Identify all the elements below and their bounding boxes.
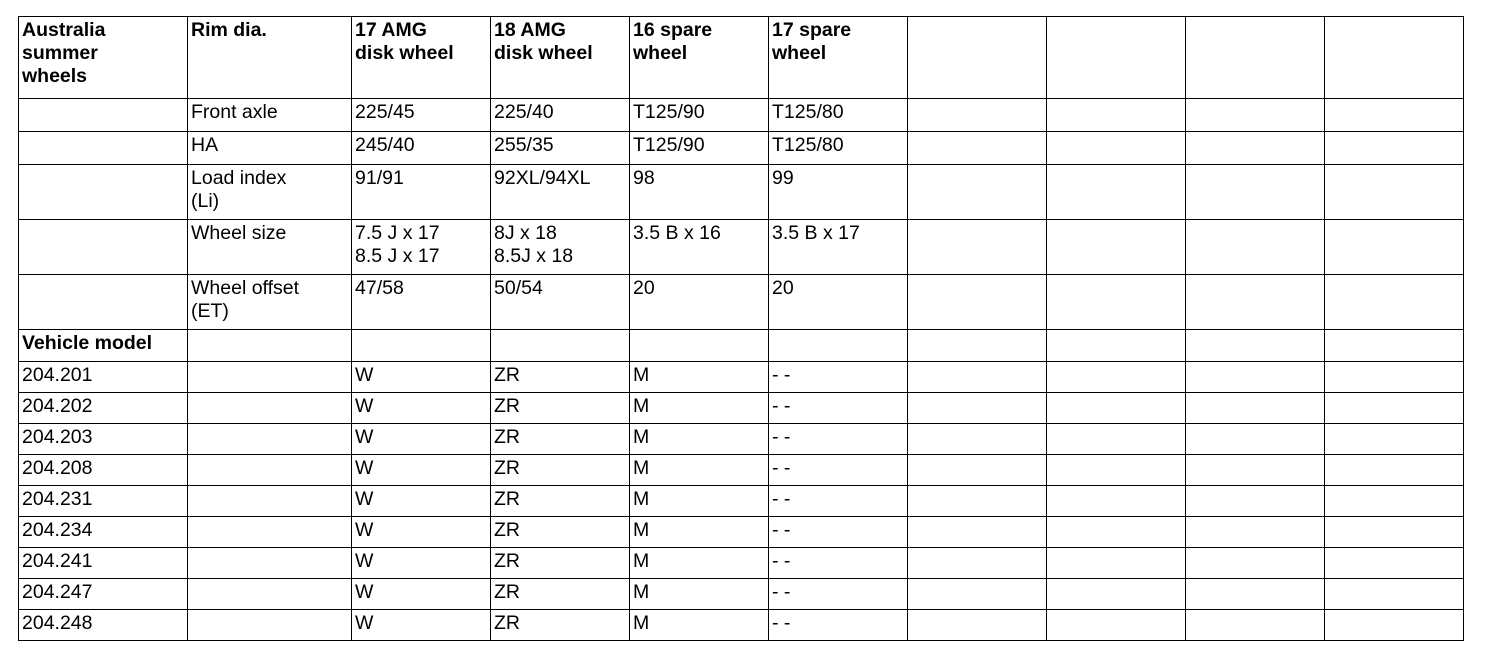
table-body bbox=[19, 17, 1464, 641]
empty-cell bbox=[908, 455, 1047, 486]
spec-value bbox=[630, 132, 769, 165]
spec-value-text: 20 bbox=[772, 277, 794, 299]
empty-cell bbox=[908, 424, 1047, 455]
speed-rating-cell: - - bbox=[769, 517, 908, 548]
spec-blank-cell bbox=[19, 99, 188, 132]
spec-value-text: 3.5 B x 17 bbox=[772, 222, 860, 244]
speed-rating-cell: W bbox=[352, 579, 491, 610]
table-row bbox=[19, 517, 1464, 548]
empty-cell bbox=[1047, 424, 1186, 455]
spec-value bbox=[769, 275, 908, 330]
empty-cell bbox=[1186, 486, 1325, 517]
vehicle-model-cell: 204.234 bbox=[19, 517, 188, 548]
speed-rating-cell: W bbox=[352, 393, 491, 424]
empty-cell bbox=[1325, 132, 1464, 165]
wheel-tire-table bbox=[18, 16, 1464, 641]
empty-cell bbox=[1325, 165, 1464, 220]
spec-row bbox=[19, 220, 1464, 275]
empty-cell bbox=[1325, 455, 1464, 486]
empty-cell bbox=[908, 579, 1047, 610]
empty-cell bbox=[908, 548, 1047, 579]
spec-value bbox=[352, 220, 491, 275]
spec-value bbox=[352, 99, 491, 132]
speed-rating-cell: - - bbox=[769, 424, 908, 455]
speed-rating-cell: ZR bbox=[491, 393, 630, 424]
speed-rating-cell: ZR bbox=[491, 486, 630, 517]
empty-cell bbox=[1047, 579, 1186, 610]
speed-rating-cell: W bbox=[352, 486, 491, 517]
spec-value-text: 50/54 bbox=[494, 277, 543, 299]
spec-value bbox=[491, 132, 630, 165]
empty-cell bbox=[1047, 17, 1186, 99]
empty-cell bbox=[1325, 330, 1464, 362]
table-row bbox=[19, 486, 1464, 517]
column-header-text: 16 spare bbox=[633, 19, 713, 41]
spec-value bbox=[769, 132, 908, 165]
speed-rating-cell: - - bbox=[769, 548, 908, 579]
empty-cell bbox=[1047, 486, 1186, 517]
spec-value-text: 91/91 bbox=[355, 167, 404, 189]
spec-value bbox=[352, 132, 491, 165]
spec-value-text: 92XL/94XL bbox=[494, 167, 591, 189]
column-header bbox=[769, 17, 908, 99]
column-header bbox=[352, 17, 491, 99]
table-row bbox=[19, 455, 1464, 486]
spec-blank-cell bbox=[19, 132, 188, 165]
spec-value-text: T125/90 bbox=[633, 101, 705, 123]
spec-value bbox=[769, 220, 908, 275]
spec-value-text: 20 bbox=[633, 277, 655, 299]
vehicle-model-row bbox=[19, 330, 1464, 362]
vehicle-model-cell: 204.203 bbox=[19, 424, 188, 455]
empty-cell bbox=[769, 330, 908, 362]
empty-cell bbox=[1325, 393, 1464, 424]
column-header-text: summer bbox=[22, 42, 98, 64]
empty-cell bbox=[1186, 393, 1325, 424]
empty-cell bbox=[1186, 165, 1325, 220]
column-header bbox=[19, 17, 188, 99]
spec-value bbox=[491, 165, 630, 220]
rim-blank-cell bbox=[188, 362, 352, 393]
spec-value-text: 8.5J x 18 bbox=[494, 245, 574, 267]
spec-blank-cell bbox=[19, 165, 188, 220]
empty-cell bbox=[1186, 330, 1325, 362]
spec-value bbox=[491, 275, 630, 330]
empty-cell bbox=[1047, 362, 1186, 393]
vehicle-model-cell: 204.248 bbox=[19, 610, 188, 641]
spec-row bbox=[19, 99, 1464, 132]
empty-cell bbox=[1047, 548, 1186, 579]
vehicle-model-label: Vehicle model bbox=[19, 330, 188, 362]
table-row bbox=[19, 393, 1464, 424]
column-header-text: 17 spare bbox=[772, 19, 852, 41]
speed-rating-cell: M bbox=[630, 579, 769, 610]
speed-rating-cell: - - bbox=[769, 486, 908, 517]
header-row bbox=[19, 17, 1464, 99]
empty-cell bbox=[908, 165, 1047, 220]
column-header-text: Australia bbox=[22, 19, 106, 41]
speed-rating-cell: W bbox=[352, 424, 491, 455]
spec-value-text: 7.5 J x 17 bbox=[355, 222, 440, 244]
empty-cell bbox=[188, 330, 352, 362]
empty-cell bbox=[908, 486, 1047, 517]
empty-cell bbox=[1047, 220, 1186, 275]
empty-cell bbox=[1047, 132, 1186, 165]
column-header-text: 17 AMG bbox=[355, 19, 427, 41]
spec-label-text: (Li) bbox=[191, 190, 220, 212]
spec-value bbox=[352, 275, 491, 330]
speed-rating-cell: M bbox=[630, 610, 769, 641]
rim-blank-cell bbox=[188, 610, 352, 641]
spec-value-text: 8J x 18 bbox=[494, 222, 557, 244]
speed-rating-cell: W bbox=[352, 362, 491, 393]
speed-rating-cell: - - bbox=[769, 579, 908, 610]
spec-value-text: T125/80 bbox=[772, 134, 844, 156]
empty-cell bbox=[908, 610, 1047, 641]
empty-cell bbox=[1325, 362, 1464, 393]
empty-cell bbox=[1186, 132, 1325, 165]
empty-cell bbox=[1186, 362, 1325, 393]
table-row bbox=[19, 548, 1464, 579]
empty-cell bbox=[908, 330, 1047, 362]
empty-cell bbox=[1047, 393, 1186, 424]
spec-row bbox=[19, 132, 1464, 165]
column-header-text: wheel bbox=[633, 42, 688, 64]
empty-cell bbox=[1186, 99, 1325, 132]
empty-cell bbox=[1186, 610, 1325, 641]
spec-value bbox=[769, 99, 908, 132]
spec-label bbox=[188, 132, 352, 165]
empty-cell bbox=[491, 330, 630, 362]
spec-value-text: 98 bbox=[633, 167, 655, 189]
empty-cell bbox=[1186, 517, 1325, 548]
spec-row bbox=[19, 165, 1464, 220]
speed-rating-cell: M bbox=[630, 517, 769, 548]
empty-cell bbox=[908, 517, 1047, 548]
speed-rating-cell: ZR bbox=[491, 610, 630, 641]
spec-label bbox=[188, 99, 352, 132]
empty-cell bbox=[1186, 579, 1325, 610]
empty-cell bbox=[1047, 99, 1186, 132]
empty-cell bbox=[1325, 99, 1464, 132]
vehicle-model-cell: 204.247 bbox=[19, 579, 188, 610]
empty-cell bbox=[1325, 579, 1464, 610]
empty-cell bbox=[1186, 424, 1325, 455]
spec-label-text: Wheel size bbox=[191, 222, 287, 244]
speed-rating-cell: M bbox=[630, 393, 769, 424]
empty-cell bbox=[1325, 486, 1464, 517]
empty-cell bbox=[908, 17, 1047, 99]
speed-rating-cell: - - bbox=[769, 393, 908, 424]
rim-blank-cell bbox=[188, 424, 352, 455]
spec-value bbox=[630, 275, 769, 330]
empty-cell bbox=[1325, 17, 1464, 99]
speed-rating-cell: M bbox=[630, 455, 769, 486]
spec-value bbox=[491, 99, 630, 132]
spec-row bbox=[19, 275, 1464, 330]
spec-label-text: Front axle bbox=[191, 101, 278, 123]
column-header-text: wheels bbox=[22, 65, 88, 87]
spec-value-text: 99 bbox=[772, 167, 794, 189]
speed-rating-cell: ZR bbox=[491, 424, 630, 455]
speed-rating-cell: W bbox=[352, 610, 491, 641]
empty-cell bbox=[908, 362, 1047, 393]
empty-cell bbox=[1325, 220, 1464, 275]
spec-value-text: 47/58 bbox=[355, 277, 404, 299]
table-row bbox=[19, 579, 1464, 610]
empty-cell bbox=[1325, 424, 1464, 455]
empty-cell bbox=[1186, 17, 1325, 99]
spec-value-text: T125/80 bbox=[772, 101, 844, 123]
speed-rating-cell: M bbox=[630, 362, 769, 393]
empty-cell bbox=[908, 275, 1047, 330]
speed-rating-cell: ZR bbox=[491, 362, 630, 393]
spec-label bbox=[188, 165, 352, 220]
empty-cell bbox=[1186, 275, 1325, 330]
column-header-text: 18 AMG bbox=[494, 19, 566, 41]
spec-value bbox=[491, 220, 630, 275]
speed-rating-cell: - - bbox=[769, 362, 908, 393]
column-header-text: disk wheel bbox=[355, 42, 454, 64]
vehicle-model-cell: 204.241 bbox=[19, 548, 188, 579]
empty-cell bbox=[908, 220, 1047, 275]
empty-cell bbox=[1325, 548, 1464, 579]
spec-blank-cell bbox=[19, 275, 188, 330]
speed-rating-cell: - - bbox=[769, 455, 908, 486]
column-header-text: disk wheel bbox=[494, 42, 593, 64]
spec-label-text: (ET) bbox=[191, 300, 229, 322]
rim-blank-cell bbox=[188, 517, 352, 548]
rim-blank-cell bbox=[188, 579, 352, 610]
column-header-text: Rim dia. bbox=[191, 19, 267, 41]
spec-label-text: HA bbox=[191, 134, 219, 156]
spec-label-text: Wheel offset bbox=[191, 277, 300, 299]
empty-cell bbox=[1047, 610, 1186, 641]
speed-rating-cell: M bbox=[630, 486, 769, 517]
spec-value-text: T125/90 bbox=[633, 134, 705, 156]
empty-cell bbox=[630, 330, 769, 362]
empty-cell bbox=[1325, 275, 1464, 330]
spec-value bbox=[630, 220, 769, 275]
speed-rating-cell: W bbox=[352, 517, 491, 548]
empty-cell bbox=[908, 132, 1047, 165]
spec-label bbox=[188, 275, 352, 330]
rim-blank-cell bbox=[188, 455, 352, 486]
empty-cell bbox=[1186, 220, 1325, 275]
spec-value-text: 225/40 bbox=[494, 101, 554, 123]
empty-cell bbox=[1047, 455, 1186, 486]
empty-cell bbox=[908, 393, 1047, 424]
column-header bbox=[188, 17, 352, 99]
spec-label bbox=[188, 220, 352, 275]
column-header bbox=[491, 17, 630, 99]
empty-cell bbox=[1047, 165, 1186, 220]
spec-label-text: Load index bbox=[191, 167, 287, 189]
speed-rating-cell: W bbox=[352, 455, 491, 486]
spec-value bbox=[630, 165, 769, 220]
rim-blank-cell bbox=[188, 393, 352, 424]
spec-value bbox=[630, 99, 769, 132]
spec-value-text: 225/45 bbox=[355, 101, 415, 123]
spec-value bbox=[769, 165, 908, 220]
vehicle-model-cell: 204.208 bbox=[19, 455, 188, 486]
spec-value-text: 255/35 bbox=[494, 134, 554, 156]
speed-rating-cell: W bbox=[352, 548, 491, 579]
empty-cell bbox=[1325, 610, 1464, 641]
spec-value-text: 8.5 J x 17 bbox=[355, 245, 440, 267]
vehicle-model-cell: 204.202 bbox=[19, 393, 188, 424]
speed-rating-cell: ZR bbox=[491, 455, 630, 486]
speed-rating-cell: ZR bbox=[491, 579, 630, 610]
vehicle-model-cell: 204.231 bbox=[19, 486, 188, 517]
spec-value bbox=[352, 165, 491, 220]
table-row bbox=[19, 610, 1464, 641]
empty-cell bbox=[908, 99, 1047, 132]
empty-cell bbox=[352, 330, 491, 362]
speed-rating-cell: ZR bbox=[491, 517, 630, 548]
spec-value-text: 3.5 B x 16 bbox=[633, 222, 721, 244]
rim-blank-cell bbox=[188, 548, 352, 579]
speed-rating-cell: - - bbox=[769, 610, 908, 641]
empty-cell bbox=[1047, 275, 1186, 330]
table-row bbox=[19, 424, 1464, 455]
empty-cell bbox=[1186, 548, 1325, 579]
table-row bbox=[19, 362, 1464, 393]
speed-rating-cell: ZR bbox=[491, 548, 630, 579]
spec-blank-cell bbox=[19, 220, 188, 275]
rim-blank-cell bbox=[188, 486, 352, 517]
column-header-text: wheel bbox=[772, 42, 827, 64]
empty-cell bbox=[1325, 517, 1464, 548]
empty-cell bbox=[1047, 330, 1186, 362]
speed-rating-cell: M bbox=[630, 424, 769, 455]
vehicle-model-cell: 204.201 bbox=[19, 362, 188, 393]
speed-rating-cell: M bbox=[630, 548, 769, 579]
empty-cell bbox=[1047, 517, 1186, 548]
spec-value-text: 245/40 bbox=[355, 134, 415, 156]
empty-cell bbox=[1186, 455, 1325, 486]
column-header bbox=[630, 17, 769, 99]
